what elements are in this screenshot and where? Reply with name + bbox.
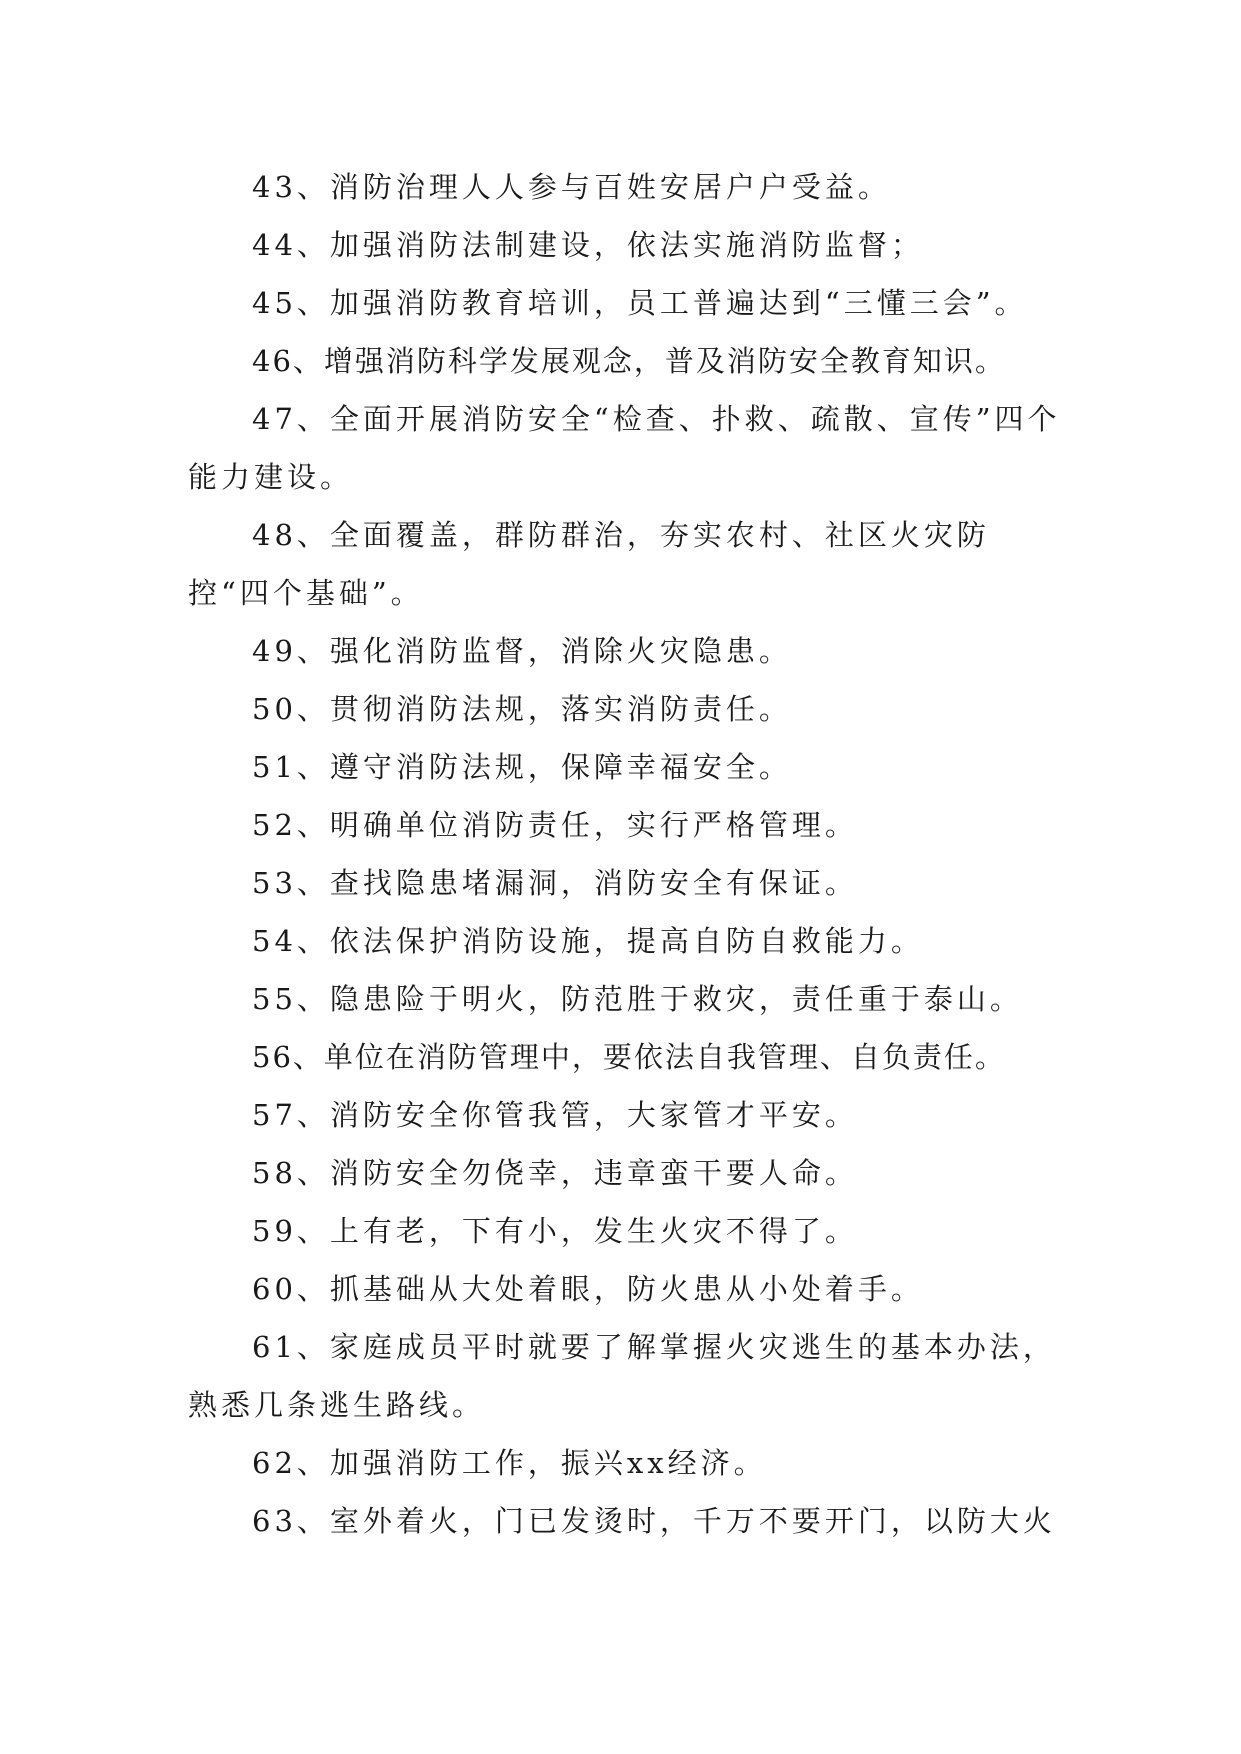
- item-text: 、加强消防法制建设，依法实施消防监督；: [296, 228, 924, 262]
- item-number: 58: [252, 1156, 297, 1190]
- item-number: 55: [252, 982, 297, 1016]
- list-item: [188, 332, 1068, 390]
- item-number: 63: [252, 1504, 297, 1538]
- list-item: [188, 796, 1068, 854]
- item-text: 、增强消防科学发展观念，普及消防安全教育知识。: [292, 344, 1006, 378]
- item-number: 57: [252, 1098, 297, 1132]
- item-number: 54: [252, 924, 297, 958]
- item-number: 48: [252, 518, 297, 552]
- list-item: [188, 1434, 1068, 1492]
- list-item: [188, 506, 1068, 622]
- list-item: [188, 390, 1068, 506]
- list-item: [188, 158, 1068, 216]
- item-text: 、消防安全你管我管，大家管才平安。: [296, 1098, 858, 1132]
- item-text: 、室外着火，门已发烫时，千万不要开门，以防大火: [296, 1504, 1056, 1538]
- item-number: 44: [252, 228, 297, 262]
- item-text: 、贯彻消防法规，落实消防责任。: [296, 692, 792, 726]
- list-item: [188, 1260, 1068, 1318]
- item-text: 、强化消防监督，消除火灾隐患。: [296, 634, 792, 668]
- item-number: 52: [252, 808, 297, 842]
- list-item: [188, 274, 1068, 332]
- list-item: [188, 1144, 1068, 1202]
- list-item: [188, 1086, 1068, 1144]
- item-text: 、抓基础从大处着眼，防火患从小处着手。: [296, 1272, 924, 1306]
- item-text: 、上有老，下有小，发生火灾不得了。: [296, 1214, 858, 1248]
- list-item: [188, 912, 1068, 970]
- item-text: 、遵守消防法规，保障幸福安全。: [296, 750, 792, 784]
- item-text: 、依法保护消防设施，提高自防自救能力。: [296, 924, 924, 958]
- item-number: 49: [252, 634, 297, 668]
- list-item: [188, 738, 1068, 796]
- item-text: 、消防安全勿侥幸，违章蛮干要人命。: [296, 1156, 858, 1190]
- item-text: 、全面开展消防安全“检查、扑救、疏散、宣传”四个能力建设。: [188, 402, 1061, 494]
- item-number: 61: [252, 1330, 297, 1364]
- item-text: 、单位在消防管理中，要依法自我管理、自负责任。: [292, 1040, 1006, 1074]
- item-text: 、家庭成员平时就要了解掌握火灾逃生的基本办法，熟悉几条逃生路线。: [188, 1330, 1056, 1422]
- item-number: 46: [252, 344, 293, 378]
- item-text: 、明确单位消防责任，实行严格管理。: [296, 808, 858, 842]
- item-number: 47: [252, 402, 297, 436]
- item-number: 51: [252, 750, 297, 784]
- item-number: 59: [252, 1214, 297, 1248]
- item-number: 43: [252, 170, 297, 204]
- list-item: [188, 1028, 1068, 1086]
- list-item: [188, 1492, 1068, 1550]
- item-number: 45: [252, 286, 297, 320]
- list-item: [188, 1318, 1068, 1434]
- list-item: [188, 970, 1068, 1028]
- item-text: 、查找隐患堵漏洞，消防安全有保证。: [296, 866, 858, 900]
- list-item: [188, 854, 1068, 912]
- item-text: 、全面覆盖，群防群治，夯实农村、社区火灾防控“四个基础”。: [188, 518, 990, 610]
- item-number: 56: [252, 1040, 293, 1074]
- item-text: 、消防治理人人参与百姓安居户户受益。: [296, 170, 891, 204]
- item-number: 53: [252, 866, 297, 900]
- item-number: 50: [252, 692, 297, 726]
- item-text: 、隐患险于明火，防范胜于救灾，责任重于泰山。: [296, 982, 1023, 1016]
- list-item: [188, 622, 1068, 680]
- item-number: 62: [252, 1446, 297, 1480]
- list-item: [188, 1202, 1068, 1260]
- item-text: 、加强消防工作，振兴xx经济。: [296, 1446, 767, 1480]
- list-item: [188, 680, 1068, 738]
- item-text: 、加强消防教育培训，员工普遍达到“三懂三会”。: [296, 286, 1028, 320]
- list-item: [188, 216, 1068, 274]
- item-number: 60: [252, 1272, 297, 1306]
